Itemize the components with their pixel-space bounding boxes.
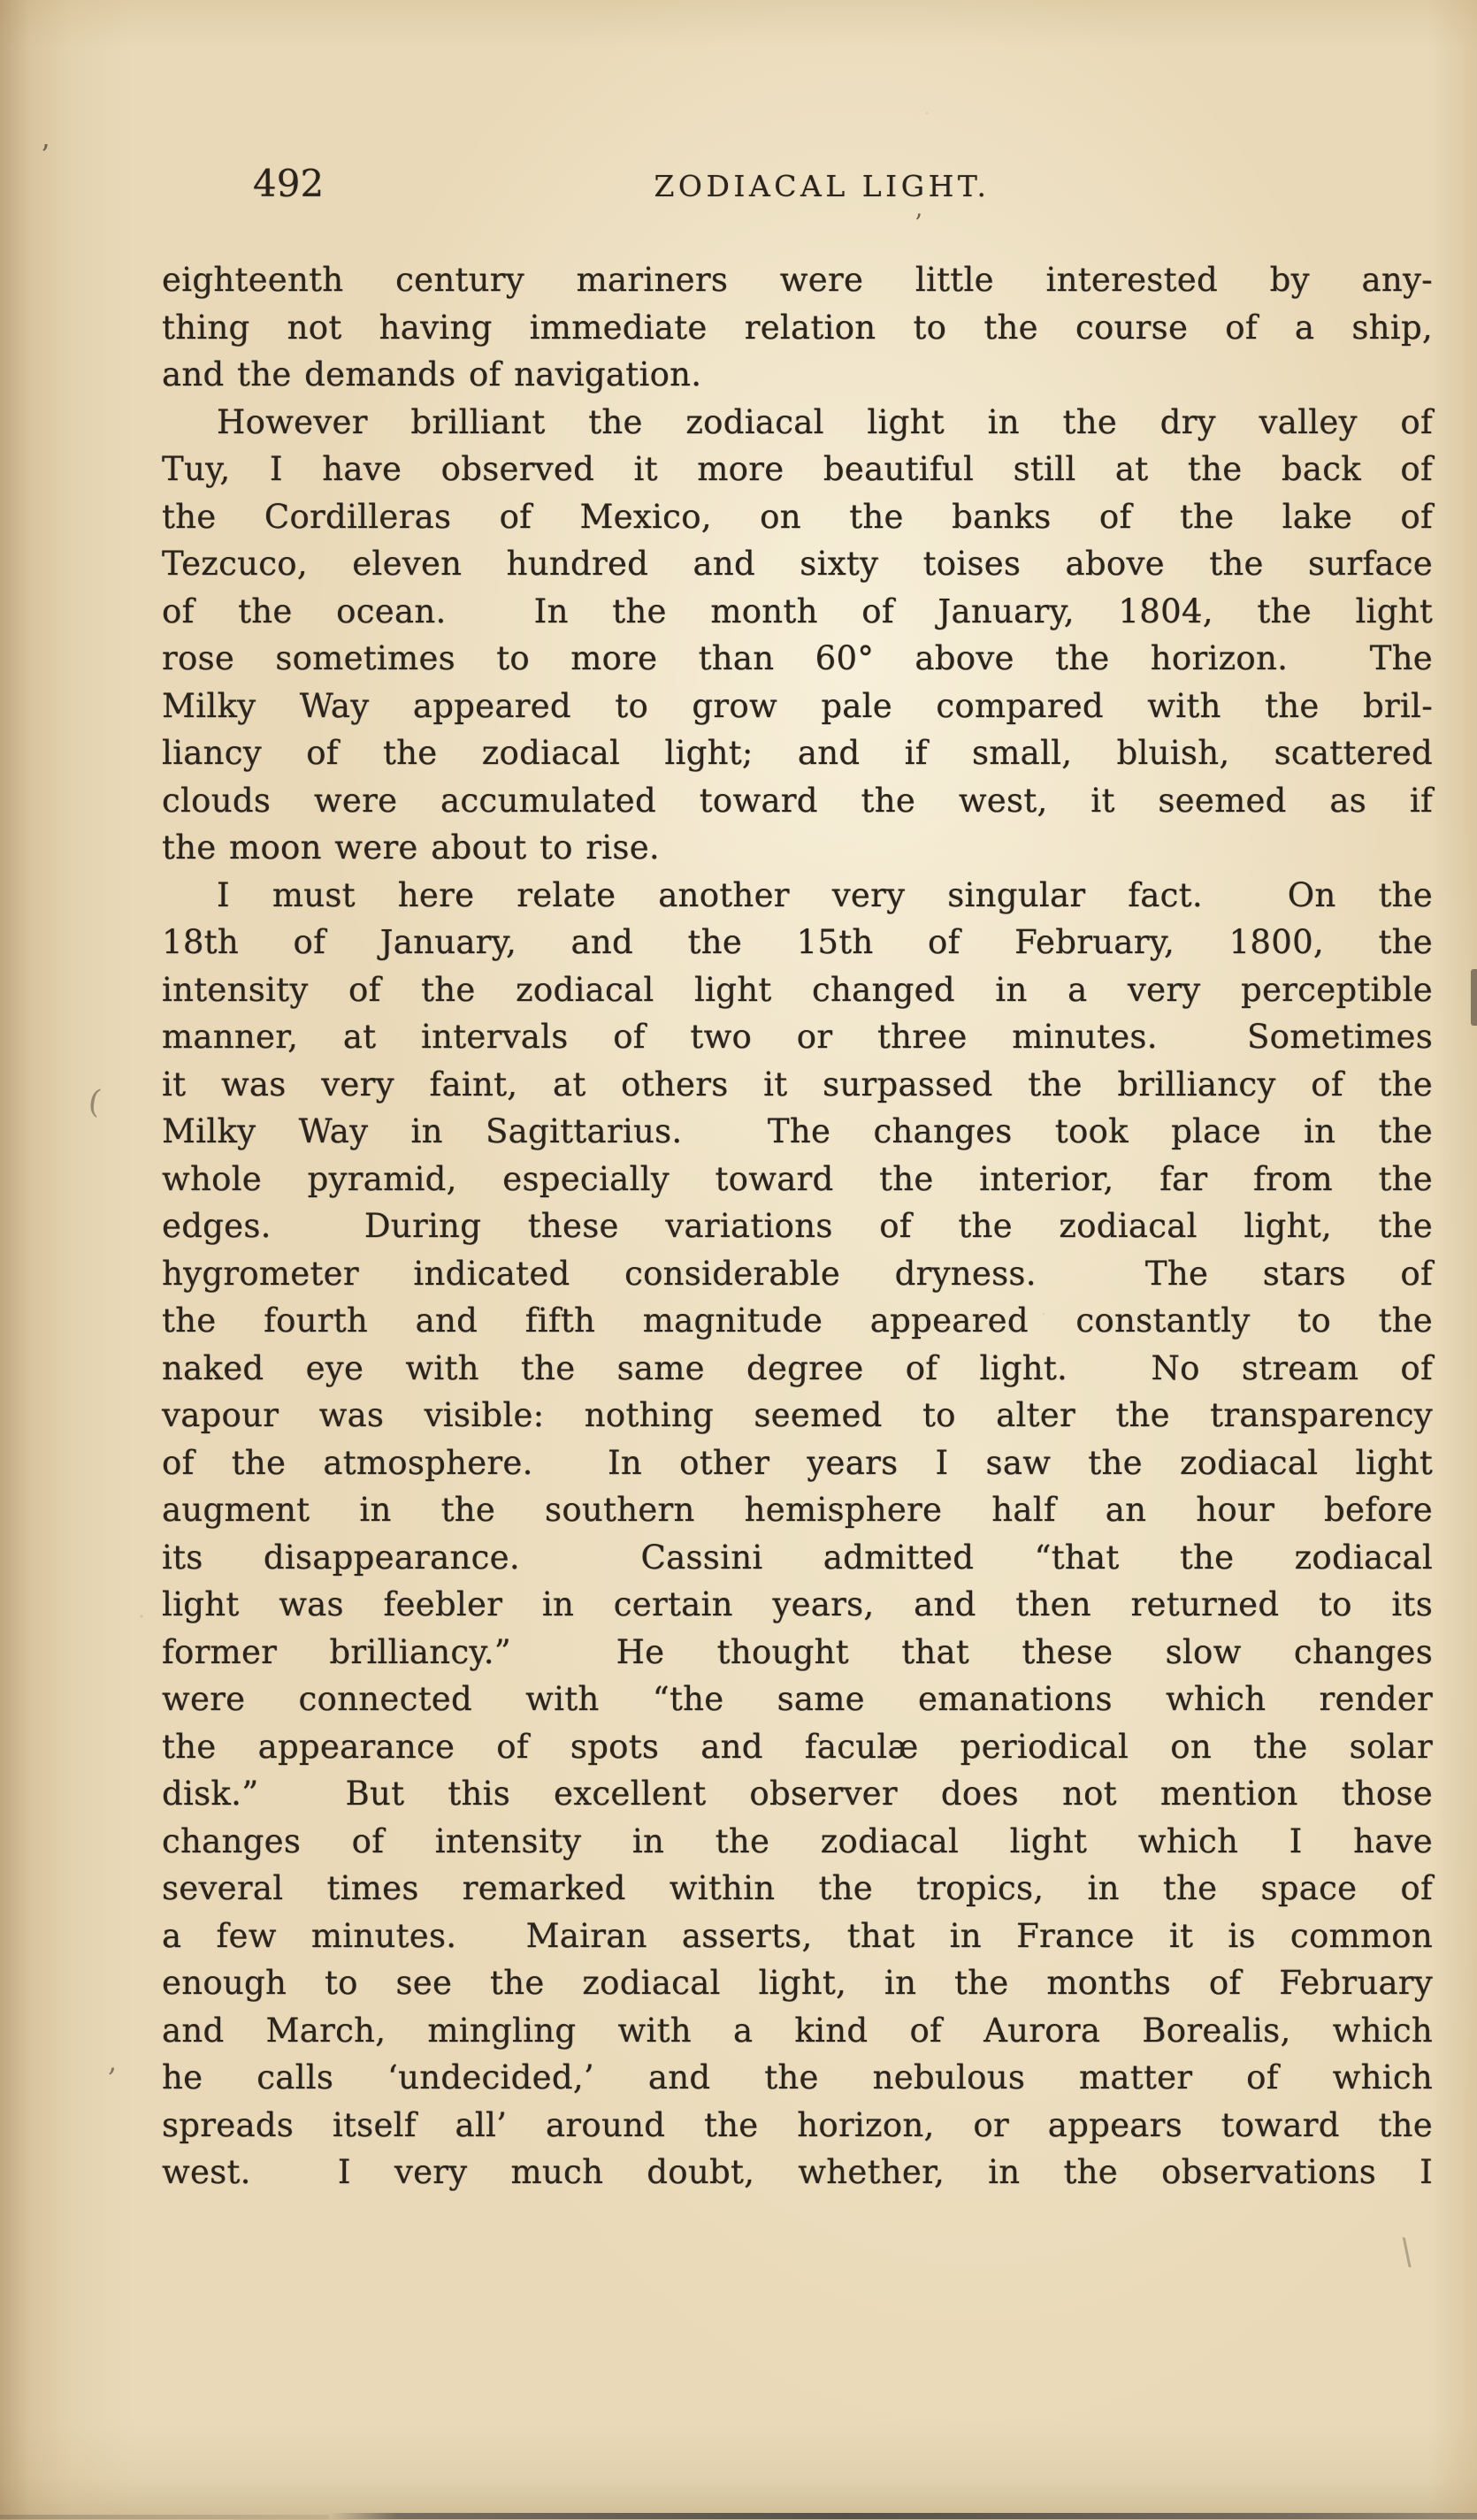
text-block <box>162 256 1433 2196</box>
text-line: I must here relate another very singular fact. On the <box>217 875 1433 914</box>
text-line: hygrometer indicated considerable dryness. The stars of <box>162 1254 1433 1293</box>
scan-bottom-edge <box>329 2513 1477 2519</box>
text-line: the moon were about to rise. <box>162 829 660 867</box>
text-line: Milky Way appeared to grow pale compared with the bril- <box>162 686 1433 725</box>
text-line: several times remarked within the tropics, in the space of <box>162 1869 1433 1907</box>
ink-speck: \ <box>1398 2231 1415 2273</box>
text-line: manner, at intervals of two or three minutes. Sometimes <box>162 1018 1433 1056</box>
text-line: vapour was visible: nothing seemed to alter the transparency <box>162 1396 1433 1434</box>
text-line: the Cordilleras of Mexico, on the banks of the lake of <box>162 497 1433 536</box>
text-line: enough to see the zodiacal light, in the months of February <box>162 1964 1433 2002</box>
text-line: changes of intensity in the zodiacal light which I have <box>162 1821 1433 1860</box>
text-line: light was feebler in certain years, and then returned to its <box>162 1585 1433 1623</box>
ink-speck: , <box>108 2044 118 2078</box>
text-line: and March, mingling with a kind of Aurora Borealis, which <box>162 2011 1433 2050</box>
scan-edge-mark <box>1471 969 1477 1026</box>
running-title: ZODIACAL LIGHT. <box>654 169 991 203</box>
text-line: west. I very much doubt, whether, in the observations I <box>162 2153 1433 2191</box>
ink-speck: ( <box>86 1083 103 1121</box>
text-line: Tuy, I have observed it more beautiful still at the back of <box>162 450 1433 488</box>
text-line: he calls ‘undecided,’ and the nebulous matter of which <box>162 2058 1433 2096</box>
text-line: former brilliancy.” He thought that these slow changes <box>162 1632 1433 1671</box>
text-line: were connected with “the same emanations which render <box>162 1680 1433 1718</box>
text-line: of the atmosphere. In other years I saw the zodiacal light <box>162 1443 1433 1482</box>
text-line: the fourth and fifth magnitude appeared constantly to the <box>162 1302 1433 1340</box>
text-line: eighteenth century mariners were little interested by any- <box>162 261 1433 299</box>
page-header <box>162 164 1433 214</box>
text-line: its disappearance. Cassini admitted “that the zodiacal <box>162 1538 1433 1577</box>
text-line: augment in the southern hemisphere half an hour before <box>162 1491 1433 1529</box>
ink-speck: ’ <box>41 138 50 172</box>
scan-bottom-edge-left <box>0 2515 329 2519</box>
text-line: spreads itself all’ around the horizon, or appears toward the <box>162 2105 1433 2144</box>
text-line: clouds were accumulated toward the west, it seemed as if <box>162 781 1433 820</box>
text-line: Tezcuco, eleven hundred and sixty toises above the surface <box>162 545 1433 583</box>
text-line: the appearance of spots and faculæ periodical on the solar <box>162 1727 1433 1766</box>
text-line: whole pyramid, especially toward the interior, far from the <box>162 1159 1433 1198</box>
text-line: and the demands of navigation. <box>162 355 702 393</box>
text-line: intensity of the zodiacal light changed in a very perceptible <box>162 970 1433 1009</box>
ink-speck: ’ <box>915 209 922 238</box>
text-line: liancy of the zodiacal light; and if small, bluish, scattered <box>162 734 1433 772</box>
text-line: 18th of January, and the 15th of February, 1800, the <box>162 923 1433 961</box>
text-line: a few minutes. Mairan asserts, that in France it is common <box>162 1916 1433 1955</box>
text-line: of the ocean. In the month of January, 1804, the light <box>162 592 1433 630</box>
text-line: Milky Way in Sagittarius. The changes took place in the <box>162 1112 1433 1150</box>
text-line: it was very faint, at others it surpassed the brilliancy of the <box>162 1065 1433 1103</box>
text-line: rose sometimes to more than 60° above the horizon. The <box>162 639 1433 677</box>
text-line: edges. During these variations of the zodiacal light, the <box>162 1207 1433 1245</box>
text-line: However brilliant the zodiacal light in the dry valley of <box>217 402 1433 441</box>
page-number: 492 <box>253 162 325 205</box>
text-line: disk.” But this excellent observer does not mention those <box>162 1775 1433 1813</box>
text-line: naked eye with the same degree of light. No stream of <box>162 1348 1433 1387</box>
text-line: thing not having immediate relation to the course of a ship, <box>162 308 1433 347</box>
